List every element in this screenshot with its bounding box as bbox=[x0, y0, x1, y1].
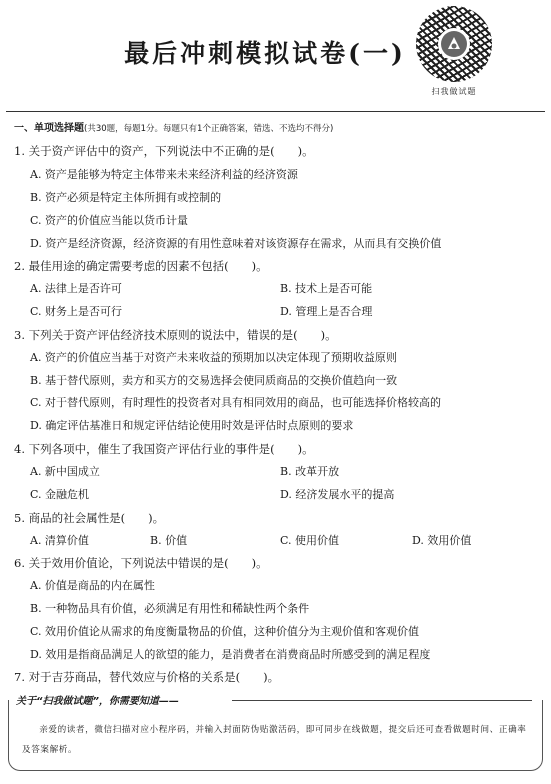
notice-text: 亲爱的读者，微信扫描对应小程序码，并输入封面防伪贴激活码，即可同步在线做题，提交后还可查看做题时间、正确率及答案解析。 bbox=[22, 725, 527, 755]
option-item[interactable]: C. 金融危机 bbox=[30, 488, 90, 501]
option-item[interactable]: C. 效用价值论从需求的角度衡量物品的价值，这种价值分为主观价值和客观价值 bbox=[30, 625, 420, 638]
option-item[interactable]: B. 价值 bbox=[150, 534, 188, 547]
question-stem: 7. 对于吉芬商品，替代效应与价格的关系是( )。 bbox=[14, 670, 280, 684]
question-stem: 5. 商品的社会属性是( )。 bbox=[14, 511, 165, 525]
option-item[interactable]: A. 清算价值 bbox=[30, 534, 89, 547]
notice-heading bbox=[16, 692, 179, 707]
option-item[interactable]: D. 管理上是否合理 bbox=[280, 305, 373, 318]
option-item[interactable]: A. 资产是能够为特定主体带来未来经济利益的经济资源 bbox=[30, 168, 298, 181]
question-stem: 2. 最佳用途的确定需要考虑的因素不包括( )。 bbox=[14, 259, 268, 273]
page-title: 最后冲刺模拟试卷(一) bbox=[124, 39, 406, 68]
option-item[interactable]: C. 对于替代原则，有时理性的投资者对具有相同效用的商品，也可能选择价格较高的 bbox=[30, 396, 442, 409]
qr-label: 扫我做试题 bbox=[431, 87, 477, 96]
option-item[interactable]: D. 效用是指商品满足人的欲望的能力，是消费者在消费商品时所感受到的满足程度 bbox=[30, 648, 431, 661]
option-item[interactable]: D. 效用价值 bbox=[412, 534, 472, 547]
option-item[interactable]: B. 改革开放 bbox=[280, 465, 340, 478]
section-title: 一、单项选择题 bbox=[14, 123, 84, 134]
option-item[interactable]: B. 基于替代原则，卖方和买方的交易选择会使同质商品的交换价值趋向一致 bbox=[30, 374, 398, 387]
option-item[interactable]: B. 一种物品具有价值，必须满足有用性和稀缺性两个条件 bbox=[30, 602, 310, 615]
option-item[interactable]: D. 确定评估基准日和规定评估结论使用时效是评估时点原则的要求 bbox=[30, 419, 354, 432]
qr-code[interactable] bbox=[416, 6, 492, 82]
option-item[interactable]: B. 技术上是否可能 bbox=[280, 282, 373, 295]
option-item[interactable]: A. 法律上是否许可 bbox=[30, 282, 122, 295]
option-item[interactable]: D. 经济发展水平的提高 bbox=[280, 488, 395, 501]
notice-prefix: 关于 bbox=[16, 696, 36, 707]
option-item[interactable]: D. 资产是经济资源，经济资源的有用性意味着对该资源存在需求，从而具有交换价值 bbox=[30, 237, 442, 250]
option-item[interactable]: A. 价值是商品的内在属性 bbox=[30, 579, 155, 592]
section-note: (共30题，每题1分。每题只有1个正确答案，错选、不选均不得分) bbox=[84, 124, 334, 134]
notice-rule bbox=[232, 700, 532, 701]
question-stem: 6. 关于效用价值论，下列说法中错误的是( )。 bbox=[14, 556, 268, 570]
qr-code-block[interactable] bbox=[412, 6, 496, 97]
notice-suffix: ，你需要知道—— bbox=[98, 696, 179, 707]
question-stem: 1. 关于资产评估中的资产，下列说法中不正确的是( )。 bbox=[14, 144, 314, 158]
header-divider bbox=[6, 111, 545, 112]
option-item[interactable]: C. 财务上是否可行 bbox=[30, 305, 123, 318]
scan-logo-icon bbox=[438, 28, 470, 60]
option-item[interactable]: A. 新中国成立 bbox=[30, 465, 100, 478]
option-item[interactable]: A. 资产的价值应当基于对资产未来收益的预期加以决定体现了预期收益原则 bbox=[30, 351, 397, 364]
section-heading bbox=[14, 119, 333, 134]
option-item[interactable]: C. 资产的价值应当能以货币计量 bbox=[30, 214, 189, 227]
option-item[interactable]: B. 资产必须是特定主体所拥有或控制的 bbox=[30, 191, 222, 204]
notice-quote: “扫我做试题” bbox=[36, 696, 99, 707]
question-stem: 4. 下列各项中，催生了我国资产评估行业的事件是( )。 bbox=[14, 442, 314, 456]
option-item[interactable]: C. 使用价值 bbox=[280, 534, 340, 547]
question-stem: 3. 下列关于资产评估经济技术原则的说法中，错误的是( )。 bbox=[14, 328, 337, 342]
